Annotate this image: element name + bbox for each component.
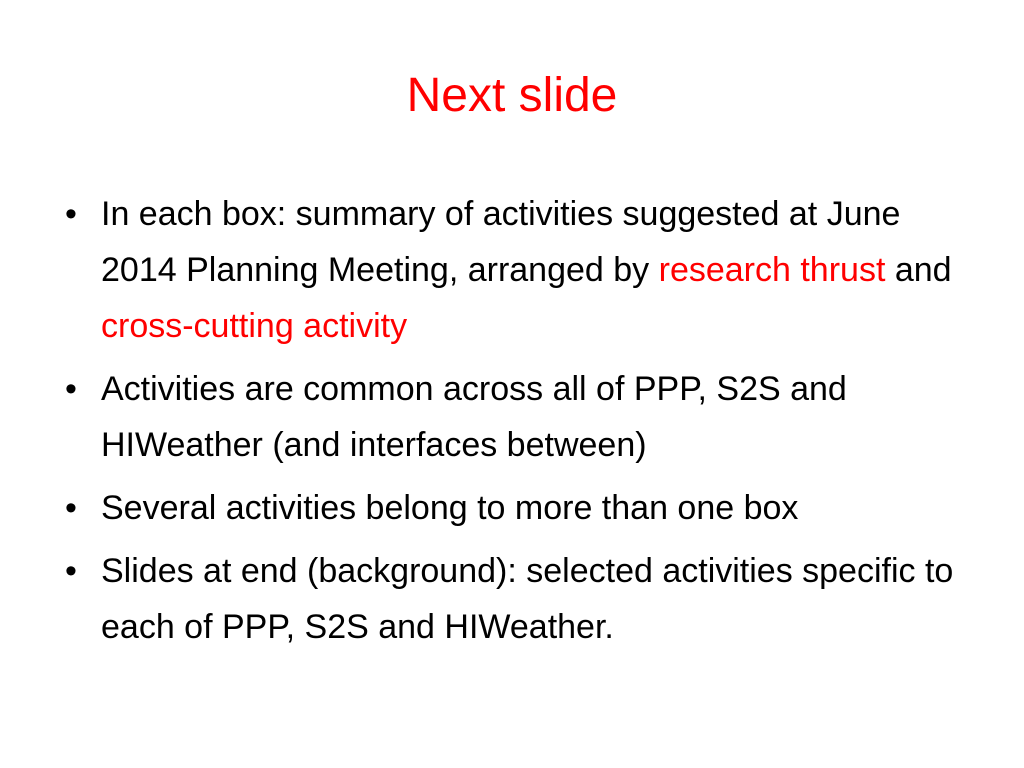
bullet-text: Slides at end (background): selected activities specific to each of PPP, S2S and HIWeather. bbox=[101, 552, 954, 646]
bullet-item-multiple-boxes bbox=[55, 480, 975, 536]
bullet-text: Activities are common across all of PPP, S2S and HIWeather (and interfaces between) bbox=[101, 370, 847, 464]
bullet-text: Several activities belong to more than one box bbox=[101, 489, 799, 527]
highlight-research-thrust: research thrust bbox=[658, 251, 886, 289]
bullet-list bbox=[55, 186, 975, 662]
bullet-dot-icon: • bbox=[65, 195, 77, 233]
bullet-dot-icon: • bbox=[65, 552, 77, 590]
bullet-item-summary bbox=[55, 186, 975, 354]
bullet-dot-icon: • bbox=[65, 370, 77, 408]
bullet-text-and: and bbox=[885, 251, 952, 289]
bullet-item-common-activities bbox=[55, 361, 975, 473]
bullet-dot-icon: • bbox=[65, 489, 77, 527]
slide-title: Next slide bbox=[406, 69, 618, 122]
bullet-text-intro: In each box: summary of activities suggested at June 2014 Planning Meeting, arranged by bbox=[101, 195, 901, 289]
bullet-item-background-slides bbox=[55, 543, 975, 655]
highlight-cross-cutting-activity: cross-cutting activity bbox=[101, 307, 408, 345]
